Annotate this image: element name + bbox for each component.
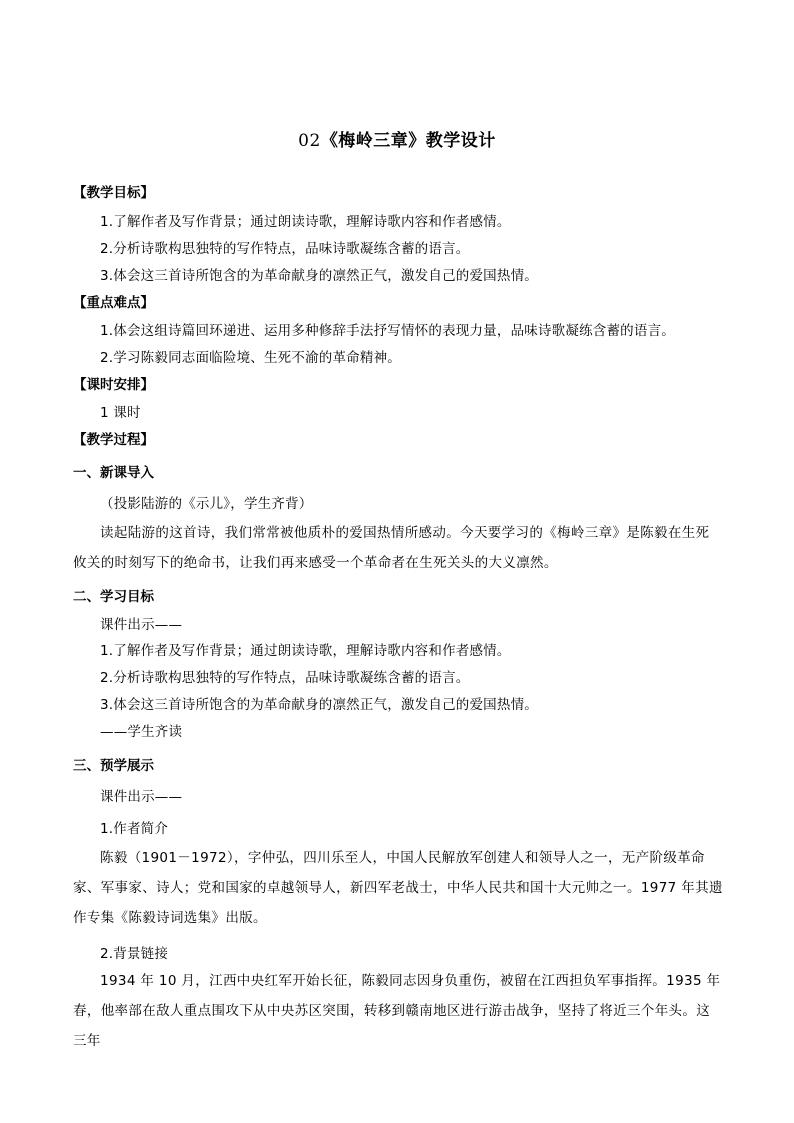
part2-item: 3.体会这三首诗所饱含的为革命献身的凛然正气，激发自己的爱国热情。	[100, 697, 538, 713]
objective-item: 3.体会这三首诗所饱含的为革命献身的凛然正气，激发自己的爱国热情。	[100, 268, 538, 284]
schedule-value: 1 课时	[100, 405, 141, 421]
part1-heading: 一、新课导入	[73, 465, 154, 481]
key-point-item: 2.学习陈毅同志面临险境、生死不渝的革命精神。	[100, 350, 401, 366]
part3-intro: 课件出示——	[100, 789, 183, 805]
objective-item: 2.分析诗歌构思独特的写作特点，品味诗歌凝练含蓄的语言。	[100, 241, 470, 257]
part2-item: 1.了解作者及写作背景；通过朗读诗歌，理解诗歌内容和作者感情。	[100, 643, 511, 659]
part3-background-paragraph: 1934 年 10 月，江西中央红军开始长征，陈毅同志因身负重伤，被留在江西担负军事指挥。1935 年春，他率部在敌人重点围攻下从中央苏区突围，转移到赣南地区进行游击战争，坚持了将近三个年头。这三年	[73, 973, 721, 1049]
title-text: 《梅岭三章》教学设计	[320, 131, 496, 151]
part1-paragraph: 读起陆游的这首诗，我们常常被他质朴的爱国热情所感动。今天要学习的《梅岭三章》是陈毅在生死攸关的时刻写下的绝命书，让我们再来感受一个革命者在生死关头的大义凛然。	[73, 525, 710, 571]
part3-subheading-author: 1.作者简介	[100, 821, 169, 837]
part3-author-paragraph: 陈毅（1901－1972），字仲弘，四川乐至人，中国人民解放军创建人和领导人之一，无产阶级革命家、军事家、诗人；党和国家的卓越领导人，新四军老战士，中华人民共和国十大元帅之一。1977 年其遗作专集《陈毅诗词选集》出版。	[73, 850, 723, 926]
part2-outro: ——学生齐读	[100, 724, 183, 740]
part2-intro: 课件出示——	[100, 617, 183, 633]
part3-heading: 三、预学展示	[73, 758, 154, 774]
page-title	[0, 126, 794, 151]
title-number: 02	[298, 131, 321, 151]
part3-subheading-background: 2.背景链接	[100, 946, 169, 962]
part2-heading: 二、学习目标	[73, 589, 154, 605]
part1-note: （投影陆游的《示儿》，学生齐背）	[100, 496, 313, 512]
objective-item: 1.了解作者及写作背景；通过朗读诗歌，理解诗歌内容和作者感情。	[100, 214, 511, 230]
process-heading: 【教学过程】	[73, 432, 154, 448]
objectives-heading: 【教学目标】	[73, 185, 154, 201]
key-point-item: 1.体会这组诗篇回环递进、运用多种修辞手法抒写情怀的表现力量，品味诗歌凝练含蓄的语言。	[100, 323, 675, 339]
schedule-heading: 【课时安排】	[73, 377, 154, 393]
part2-item: 2.分析诗歌构思独特的写作特点，品味诗歌凝练含蓄的语言。	[100, 670, 470, 686]
key-points-heading: 【重点难点】	[73, 295, 154, 311]
